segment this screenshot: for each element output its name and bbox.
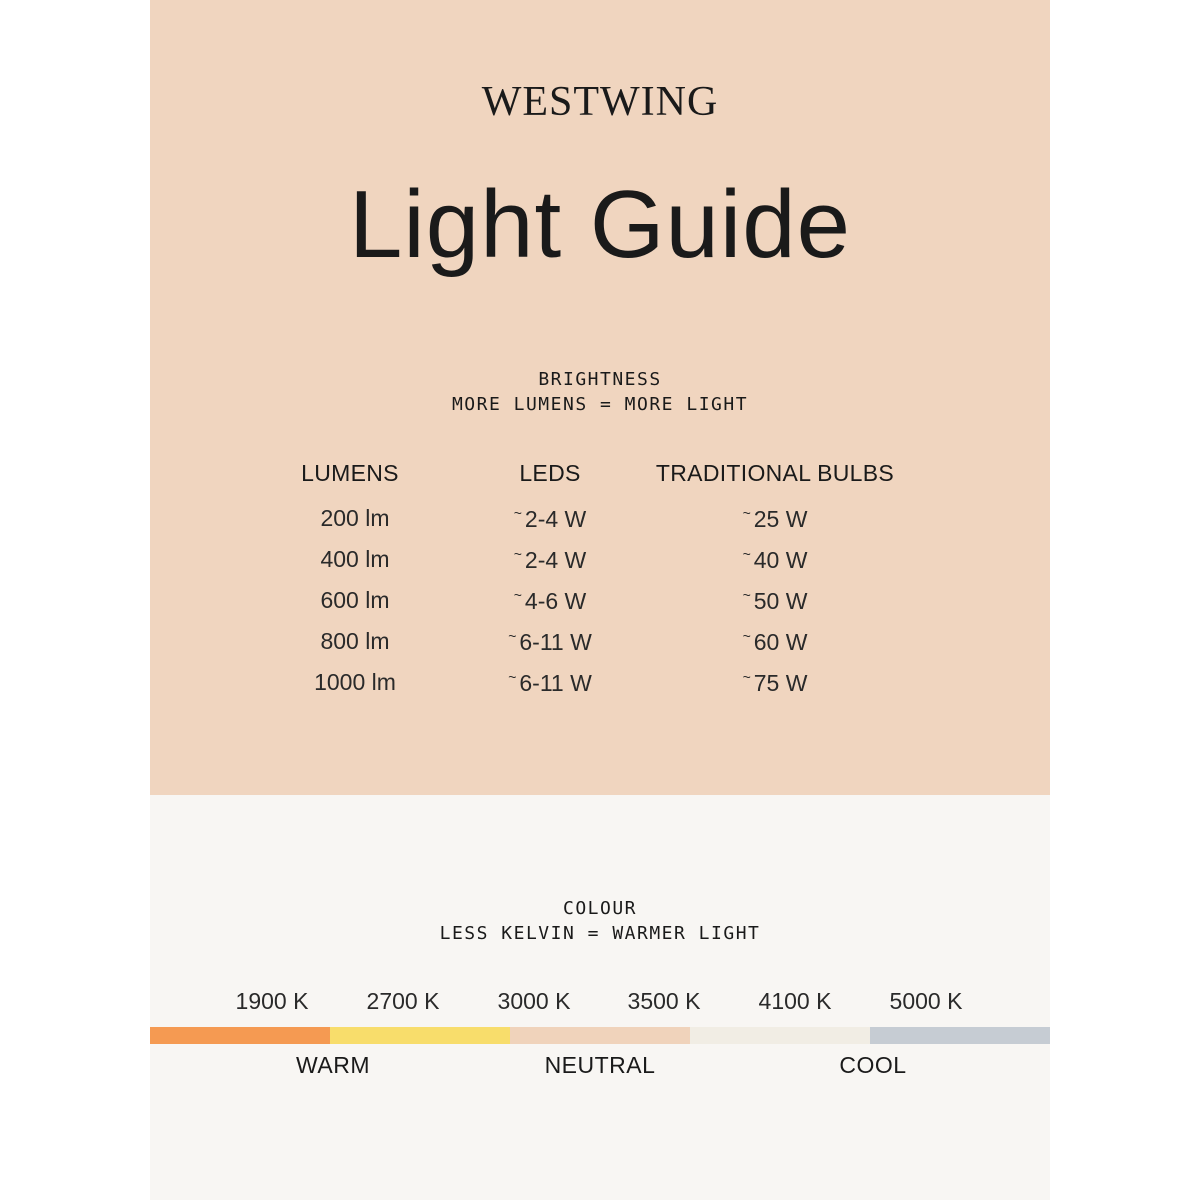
approx-tilde: ~	[513, 587, 522, 603]
brightness-heading: BRIGHTNESS	[538, 369, 662, 390]
colour-bar-segment-warm	[150, 1027, 330, 1044]
lumens-cell: 800 lm	[320, 628, 390, 654]
light-guide-page	[150, 0, 1050, 1200]
approx-tilde: ~	[508, 669, 517, 685]
colour-subheading: LESS KELVIN = WARMER LIGHT	[439, 923, 761, 944]
approx-tilde: ~	[742, 587, 751, 603]
bulbs-cell	[695, 628, 855, 656]
leds-value: 6-11 W	[519, 629, 592, 655]
approx-tilde: ~	[742, 628, 751, 644]
approx-tilde: ~	[742, 546, 751, 562]
lumens-cell: 600 lm	[320, 587, 390, 613]
column-header-leds: LEDS	[519, 460, 581, 486]
brightness-panel	[150, 0, 1050, 795]
leds-cell	[470, 505, 630, 533]
kelvin-label: 2700 K	[366, 988, 440, 1014]
colour-bar-segment-warm-yellow	[330, 1027, 510, 1044]
page-title: Light Guide	[348, 171, 851, 278]
leds-cell	[470, 628, 630, 656]
bulbs-cell	[695, 546, 855, 574]
lumens-cell: 400 lm	[320, 546, 390, 572]
bulbs-value: 60 W	[753, 629, 808, 655]
colour-bar-segment-neutral-white	[690, 1027, 870, 1044]
kelvin-label: 5000 K	[889, 988, 963, 1014]
leds-value: 6-11 W	[519, 670, 592, 696]
leds-value: 2-4 W	[524, 506, 587, 532]
brightness-subheading: MORE LUMENS = MORE LIGHT	[451, 394, 749, 415]
approx-tilde: ~	[513, 546, 522, 562]
bulbs-cell	[695, 587, 855, 615]
column-header-traditional-bulbs: TRADITIONAL BULBS	[655, 460, 895, 486]
bulbs-cell	[695, 505, 855, 533]
leds-value: 2-4 W	[524, 547, 587, 573]
colour-bar-segment-cool	[870, 1027, 1050, 1044]
brand-logo: WESTWING	[481, 79, 719, 125]
column-header-lumens: LUMENS	[301, 460, 399, 486]
tone-label-cool: COOL	[839, 1052, 907, 1078]
tone-label-neutral: NEUTRAL	[544, 1052, 656, 1078]
colour-heading: COLOUR	[562, 898, 638, 919]
colour-bar-segment-neutral	[510, 1027, 690, 1044]
leds-cell	[470, 669, 630, 697]
leds-cell	[470, 546, 630, 574]
lumens-cell: 200 lm	[320, 505, 390, 531]
kelvin-label: 4100 K	[758, 988, 832, 1014]
kelvin-label: 3000 K	[497, 988, 571, 1014]
kelvin-label: 3500 K	[627, 988, 701, 1014]
tone-label-warm: WARM	[296, 1052, 370, 1078]
approx-tilde: ~	[742, 669, 751, 685]
approx-tilde: ~	[742, 505, 751, 521]
bulbs-value: 40 W	[753, 547, 808, 573]
lumens-cell: 1000 lm	[314, 669, 396, 695]
leds-cell	[470, 587, 630, 615]
bulbs-cell	[695, 669, 855, 697]
leds-value: 4-6 W	[524, 588, 587, 614]
bulbs-value: 25 W	[753, 506, 808, 532]
approx-tilde: ~	[513, 505, 522, 521]
kelvin-label: 1900 K	[235, 988, 309, 1014]
approx-tilde: ~	[508, 628, 517, 644]
bulbs-value: 75 W	[753, 670, 808, 696]
bulbs-value: 50 W	[753, 588, 808, 614]
